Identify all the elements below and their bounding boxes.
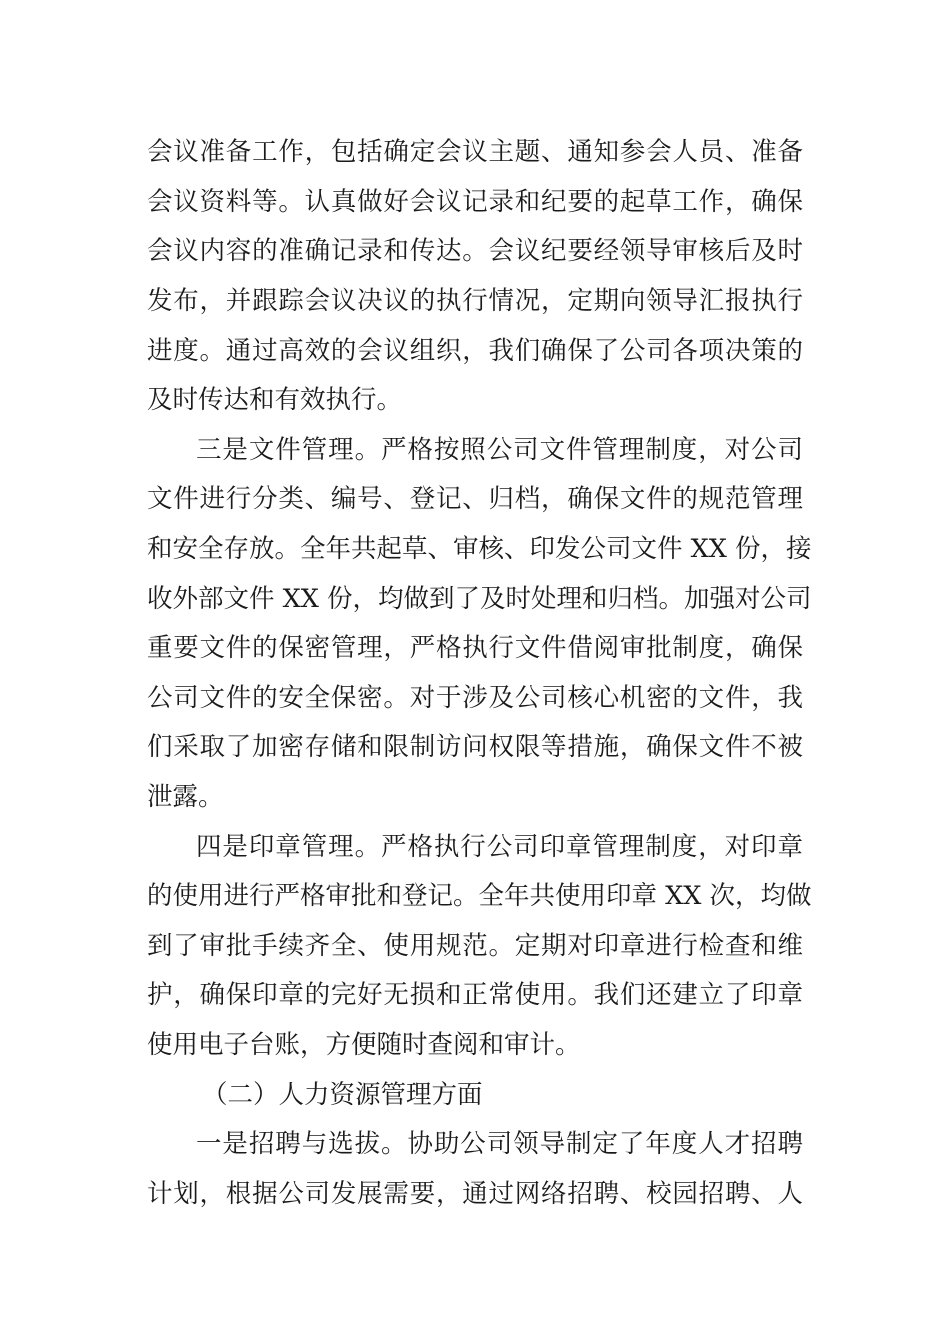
- paragraph-line: 和安全存放。全年共起草、审核、印发公司文件 XX 份，接: [147, 534, 812, 564]
- paragraph-line: 进度。通过高效的会议组织，我们确保了公司各项决策的: [147, 336, 803, 366]
- paragraph-line: 重要文件的保密管理，严格执行文件借阅审批制度，确保: [147, 633, 803, 663]
- paragraph-line: 四是印章管理。严格执行公司印章管理制度，对印章: [196, 832, 803, 862]
- paragraph-line: 公司文件的安全保密。对于涉及公司核心机密的文件，我: [147, 683, 803, 713]
- paragraph-line: 计划，根据公司发展需要，通过网络招聘、校园招聘、人: [147, 1179, 803, 1209]
- paragraph-line: 的使用进行严格审批和登记。全年共使用印章 XX 次，均做: [147, 881, 812, 911]
- paragraph-line: 会议内容的准确记录和传达。会议纪要经领导审核后及时: [147, 236, 803, 266]
- paragraph-line: 三是文件管理。严格按照公司文件管理制度，对公司: [196, 435, 803, 465]
- paragraph-line: 发布，并跟踪会议决议的执行情况，定期向领导汇报执行: [147, 286, 803, 316]
- paragraph-line: 会议资料等。认真做好会议记录和纪要的起草工作，确保: [147, 187, 803, 217]
- paragraph-line: 会议准备工作，包括确定会议主题、通知参会人员、准备: [147, 137, 803, 167]
- paragraph-line: 及时传达和有效执行。: [147, 385, 403, 415]
- paragraph-line: 护，确保印章的完好无损和正常使用。我们还建立了印章: [147, 980, 803, 1010]
- section-heading: （二）人力资源管理方面: [202, 1080, 483, 1110]
- paragraph-line: 们采取了加密存储和限制访问权限等措施，确保文件不被: [147, 732, 803, 762]
- paragraph-line: 文件进行分类、编号、登记、归档，确保文件的规范管理: [147, 484, 803, 514]
- paragraph-line: 使用电子台账，方便随时查阅和审计。: [147, 1030, 581, 1060]
- paragraph-line: 收外部文件 XX 份，均做到了及时处理和归档。加强对公司: [147, 584, 812, 614]
- paragraph-line: 到了审批手续齐全、使用规范。定期对印章进行检查和维: [147, 931, 803, 961]
- paragraph-line: 一是招聘与选拔。协助公司领导制定了年度人才招聘: [196, 1129, 803, 1159]
- paragraph-line: 泄露。: [147, 782, 224, 812]
